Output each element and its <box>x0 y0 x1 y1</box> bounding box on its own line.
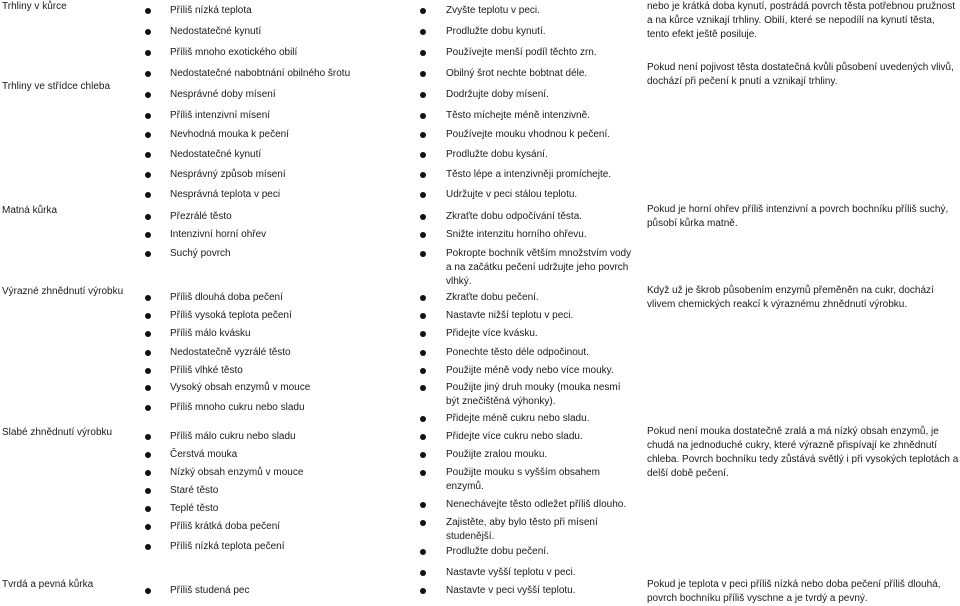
cause-bullet <box>145 434 151 440</box>
remedy-item: Dodržujte doby mísení. <box>446 89 549 100</box>
cause-bullet <box>145 50 151 56</box>
remedy-bullet <box>420 470 426 476</box>
remedy-bullet <box>420 232 426 238</box>
remedy-bullet <box>420 502 426 508</box>
cause-bullet <box>145 113 151 119</box>
cause-item: Příliš krátká doba pečení <box>170 521 281 532</box>
cause-bullet <box>145 470 151 476</box>
remedy-item: Nenechávejte těsto odležet příliš dlouho. <box>446 499 627 510</box>
cause-bullet <box>145 132 151 138</box>
remedy-item: Zajistěte, aby bylo těsto při mísení studenější. <box>446 517 598 542</box>
cause-item: Staré těsto <box>170 485 219 496</box>
remedy-item: Nastavte vyšší teplotu v peci. <box>446 567 576 578</box>
remedy-item: Přidejte více kvásku. <box>446 328 538 339</box>
remedy-item: Těsto míchejte méně intenzivně. <box>446 110 590 121</box>
remedy-bullet <box>420 50 426 56</box>
remedy-item: Nastavte nižší teplotu v peci. <box>446 310 574 321</box>
cause-bullet <box>145 152 151 158</box>
cause-bullet <box>145 214 151 220</box>
cause-item: Nesprávný způsob mísení <box>170 169 286 180</box>
cause-bullet <box>145 8 151 14</box>
remedy-bullet <box>420 132 426 138</box>
remedy-item: Použijte mouku s vyšším obsahem enzymů. <box>446 467 600 492</box>
cause-item: Nesprávná teplota v peci <box>170 189 281 200</box>
cause-bullet <box>145 232 151 238</box>
cause-item: Příliš mnoho cukru nebo sladu <box>170 402 305 413</box>
cause-item: Příliš vlhké těsto <box>170 365 243 376</box>
remedy-bullet <box>420 416 426 422</box>
remedy-item: Prodlužte dobu kynutí. <box>446 26 546 37</box>
remedy-item: Použijte jiný druh mouky (mouka nesmí být znečištěná výhonky). <box>446 382 621 407</box>
remedy-item: Udržujte v peci stálou teplotu. <box>446 189 578 200</box>
remedy-item: Použijte méně vody nebo více mouky. <box>446 365 614 376</box>
cause-item: Nevhodná mouka k pečení <box>170 129 289 140</box>
cause-item: Nedostatečné kynutí <box>170 149 262 160</box>
remedy-bullet <box>420 350 426 356</box>
explanation-crust-cracks: nebo je krátká doba kynutí, postrádá povrch těsta potřebnou pružnost a na kůrce vznikají trhliny. Obilí, které se nepodílí na kynutí těsta, tento efekt ještě posiluje. <box>647 1 955 40</box>
cause-bullet <box>145 588 151 594</box>
cause-item: Nesprávné doby mísení <box>170 89 276 100</box>
cause-item: Nedostatečné kynutí <box>170 26 262 37</box>
remedy-item: Zkraťte dobu pečení. <box>446 292 539 303</box>
remedy-item: Nastavte v peci vyšší teplotu. <box>446 585 576 596</box>
remedy-item: Prodlužte dobu pečení. <box>446 546 549 557</box>
cause-bullet <box>145 313 151 319</box>
cause-item: Čerstvá mouka <box>170 449 238 460</box>
cause-item: Nedostatečně vyzrálé těsto <box>170 347 291 358</box>
remedy-item: Používejte menší podíl těchto zrn. <box>446 47 597 58</box>
remedy-bullet <box>420 113 426 119</box>
cause-bullet <box>145 488 151 494</box>
remedy-item: Přidejte více cukru nebo sladu. <box>446 431 583 442</box>
remedy-bullet <box>420 570 426 576</box>
cause-bullet <box>145 172 151 178</box>
remedy-bullet <box>420 251 426 257</box>
explanation-matte-crust: Pokud je horní ohřev příliš intenzivní a povrch bochníku příliš suchý, působí kůrka matně. <box>647 204 949 229</box>
issue-hard-crust: Tvrdá a pevná kůrka <box>2 579 94 590</box>
cause-bullet <box>145 506 151 512</box>
remedy-item: Zkraťte dobu odpočívání těsta. <box>446 211 583 222</box>
cause-item: Příliš intenzivní mísení <box>170 110 271 121</box>
remedy-bullet <box>420 71 426 77</box>
remedy-item: Použijte zralou mouku. <box>446 449 548 460</box>
explanation-crumb-cracks: Pokud není pojivost těsta dostatečná kvůli působení uvedených vlivů, dochází při pečení k pnutí a vznikají trhliny. <box>647 62 954 87</box>
cause-item: Příliš málo cukru nebo sladu <box>170 431 296 442</box>
remedy-bullet <box>420 452 426 458</box>
cause-bullet <box>145 29 151 35</box>
cause-item: Příliš studená pec <box>170 585 250 596</box>
remedy-item: Snižte intenzitu horního ohřevu. <box>446 229 587 240</box>
remedy-item: Těsto lépe a intenzivněji promíchejte. <box>446 169 612 180</box>
cause-item: Příliš nízká teplota pečení <box>170 541 285 552</box>
remedy-item: Používejte mouku vhodnou k pečení. <box>446 129 610 140</box>
cause-item: Příliš nízká teplota <box>170 5 252 16</box>
remedy-bullet <box>420 214 426 220</box>
cause-bullet <box>145 350 151 356</box>
cause-item: Přezrálé těsto <box>170 211 232 222</box>
remedy-item: Pokropte bochník větším množstvím vody a na začátku pečení udržujte jeho povrch vlhký. <box>446 248 632 287</box>
remedy-item: Přidejte méně cukru nebo sladu. <box>446 413 590 424</box>
explanation-strong-browning: Když už je škrob působením enzymů přeměněn na cukr, dochází vlivem chemických reakcí k výraznému zhnědnutí výrobku. <box>647 285 934 310</box>
remedy-bullet <box>420 588 426 594</box>
cause-bullet <box>145 368 151 374</box>
issue-weak-browning: Slabé zhnědnutí výrobku <box>2 427 113 438</box>
cause-item: Teplé těsto <box>170 503 219 514</box>
cause-bullet <box>145 71 151 77</box>
remedy-bullet <box>420 520 426 526</box>
remedy-item: Obilný šrot nechte bobtnat déle. <box>446 68 588 79</box>
remedy-bullet <box>420 29 426 35</box>
remedy-bullet <box>420 385 426 391</box>
issue-matte-crust: Matná kůrka <box>2 205 58 216</box>
cause-bullet <box>145 295 151 301</box>
cause-bullet <box>145 544 151 550</box>
remedy-bullet <box>420 152 426 158</box>
cause-bullet <box>145 385 151 391</box>
cause-item: Příliš vysoká teplota pečení <box>170 310 292 321</box>
cause-bullet <box>145 524 151 530</box>
explanation-hard-crust: Pokud je teplota v peci příliš nízká nebo doba pečení příliš dlouhá, povrch bochníku příliš vyschne a je tvrdý a pevný. <box>647 579 941 604</box>
cause-bullet <box>145 452 151 458</box>
cause-bullet <box>145 192 151 198</box>
remedy-bullet <box>420 172 426 178</box>
cause-bullet <box>145 92 151 98</box>
cause-bullet <box>145 331 151 337</box>
remedy-bullet <box>420 549 426 555</box>
remedy-item: Prodlužte dobu kysání. <box>446 149 548 160</box>
remedy-bullet <box>420 331 426 337</box>
remedy-bullet <box>420 368 426 374</box>
cause-bullet <box>145 251 151 257</box>
remedy-bullet <box>420 8 426 14</box>
cause-item: Příliš mnoho exotického obilí <box>170 47 298 58</box>
remedy-bullet <box>420 92 426 98</box>
remedy-bullet <box>420 313 426 319</box>
explanation-weak-browning: Pokud není mouka dostatečně zralá a má nízký obsah enzymů, je chudá na jednoduché cukry, které výrazně přispívají ke zhnědnutí chleba. Povrch bochníku tedy zůstává světlý i při vysokých teplotách a delší době pečení. <box>647 426 959 479</box>
issue-crust-cracks: Trhliny v kůrce <box>2 1 67 12</box>
remedy-item: Zvyšte teplotu v peci. <box>446 5 540 16</box>
remedy-bullet <box>420 295 426 301</box>
cause-bullet <box>145 405 151 411</box>
cause-item: Suchý povrch <box>170 248 231 259</box>
cause-item: Nízký obsah enzymů v mouce <box>170 467 304 478</box>
cause-item: Nedostatečné nabobtnání obilného šrotu <box>170 68 351 79</box>
remedy-item: Ponechte těsto déle odpočinout. <box>446 347 589 358</box>
cause-item: Příliš dlouhá doba pečení <box>170 292 283 303</box>
remedy-bullet <box>420 434 426 440</box>
remedy-bullet <box>420 192 426 198</box>
cause-item: Vysoký obsah enzymů v mouce <box>170 382 311 393</box>
cause-item: Příliš málo kvásku <box>170 328 251 339</box>
issue-crumb-cracks: Trhliny ve střídce chleba <box>2 81 111 92</box>
issue-strong-browning: Výrazné zhnědnutí výrobku <box>2 286 124 297</box>
cause-item: Intenzivní horní ohřev <box>170 229 267 240</box>
